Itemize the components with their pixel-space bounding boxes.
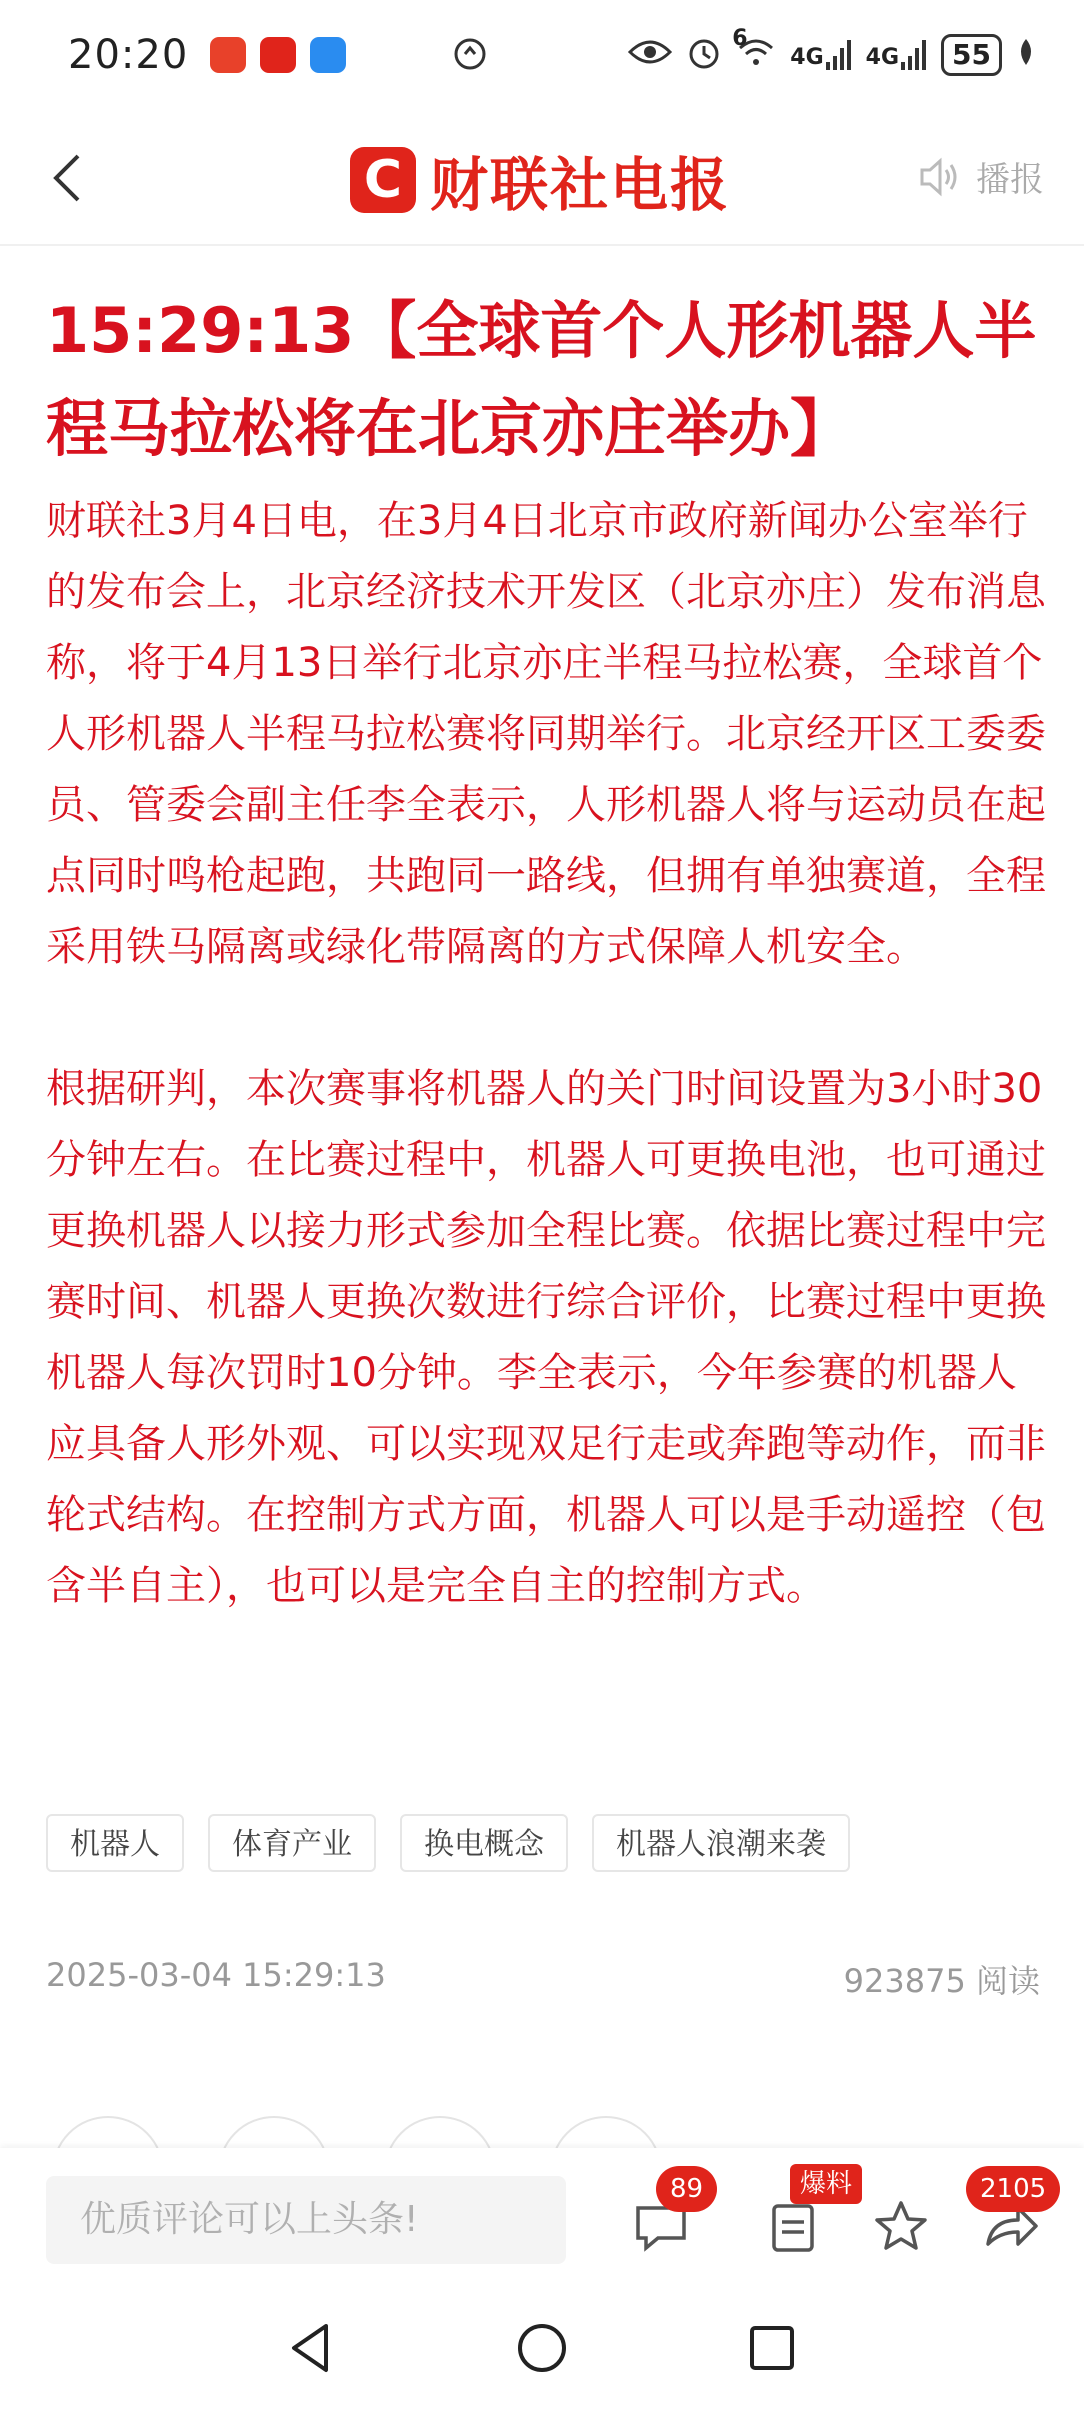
article-headline: 15:29:13【全球首个人形机器人半程马拉松将在北京亦庄举办】 xyxy=(46,294,1037,465)
read-count: 923875 阅读 xyxy=(843,1962,1040,2000)
chevron-left-icon xyxy=(40,148,100,208)
system-nav-bar xyxy=(0,2288,1084,2412)
alarm-icon xyxy=(686,34,722,77)
circle-home-icon xyxy=(512,2318,572,2378)
app-logo xyxy=(350,138,730,222)
status-bar xyxy=(0,0,1084,110)
article-body xyxy=(46,486,1046,1693)
app-icon-2 xyxy=(260,37,296,73)
eye-icon xyxy=(628,36,672,75)
tag-list xyxy=(46,1814,850,1872)
broadcast-label: 播报 xyxy=(976,160,1044,200)
tag-battery-swap[interactable]: 换电概念 xyxy=(400,1814,568,1872)
favorite-button[interactable] xyxy=(872,2198,930,2256)
back-button[interactable] xyxy=(40,148,100,208)
clock: 20:20 xyxy=(68,32,189,78)
tag-robot-wave[interactable]: 机器人浪潮来袭 xyxy=(592,1814,850,1872)
battery-icon: 55 xyxy=(941,34,1002,76)
app-icon-3 xyxy=(310,37,346,73)
tag-sports-industry[interactable]: 体育产业 xyxy=(208,1814,376,1872)
wifi-label: 6 xyxy=(732,25,748,51)
data-saver-icon xyxy=(452,36,488,76)
nav-home-button[interactable] xyxy=(512,2318,572,2378)
bottom-action-bar xyxy=(0,2148,1084,2288)
logo-text-a: 财联社 xyxy=(430,151,611,219)
network-label-2: 4G xyxy=(865,45,900,70)
article-paragraph-1: 财联社3月4日电，在3月4日北京市政府新闻办公室举行的发布会上，北京经济技术开发区（北京亦庄）发布消息称，将于4月13日举行北京亦庄半程马拉松赛，全球首个人形机器人半程马拉松赛将同期举行。北京经开区工委委员、管委会副主任李全表示，人形机器人将与运动员在起点同时鸣枪起跑，共跑同一路线，但拥有单独赛道，全程采用铁马隔离或绿化带隔离的方式保障人机安全。 xyxy=(46,498,1046,970)
app-header xyxy=(0,110,1084,246)
signal-icon-2 xyxy=(866,40,927,70)
nav-recents-button[interactable] xyxy=(742,2318,802,2378)
broadcast-button[interactable] xyxy=(916,152,1044,201)
triangle-back-icon xyxy=(282,2318,342,2378)
speaker-icon xyxy=(916,154,962,200)
logo-text xyxy=(430,138,730,222)
status-right xyxy=(628,25,1036,77)
square-recents-icon xyxy=(742,2318,802,2378)
star-icon xyxy=(872,2198,930,2256)
network-label: 4G xyxy=(790,45,824,70)
share-count-badge: 2105 xyxy=(966,2166,1060,2212)
comment-input[interactable]: 优质评论可以上头条! xyxy=(46,2176,566,2264)
report-label: 爆料 xyxy=(790,2164,862,2204)
publish-datetime: 2025-03-04 15:29:13 xyxy=(46,1956,386,1994)
document-icon xyxy=(764,2198,822,2256)
tag-robot[interactable]: 机器人 xyxy=(46,1814,184,1872)
nav-back-button[interactable] xyxy=(282,2318,342,2378)
wifi-icon xyxy=(732,25,776,75)
logo-mark: C xyxy=(350,147,416,213)
signal-icon xyxy=(790,40,851,70)
report-button[interactable] xyxy=(764,2198,822,2256)
status-left xyxy=(68,32,346,78)
comment-count-badge: 89 xyxy=(656,2166,717,2212)
logo-text-b: 电报 xyxy=(610,151,731,219)
article-meta xyxy=(46,1956,1040,2002)
app-icon-1 xyxy=(210,37,246,73)
article-paragraph-2: 根据研判，本次赛事将机器人的关门时间设置为3小时30分钟左右。在比赛过程中，机器人可更换电池，也可通过更换机器人以接力形式参加全程比赛。依据比赛过程中完赛时间、机器人更换次数进行综合评价，比赛过程中更换机器人每次罚时10分钟。李全表示，今年参赛的机器人应具备人形外观、可以实现双足行走或奔跑等动作，而非轮式结构。在控制方式方面，机器人可以是手动遥控（包含半自主），也可以是完全自主的控制方式。 xyxy=(46,1066,1046,1609)
leaf-icon xyxy=(1016,37,1036,74)
